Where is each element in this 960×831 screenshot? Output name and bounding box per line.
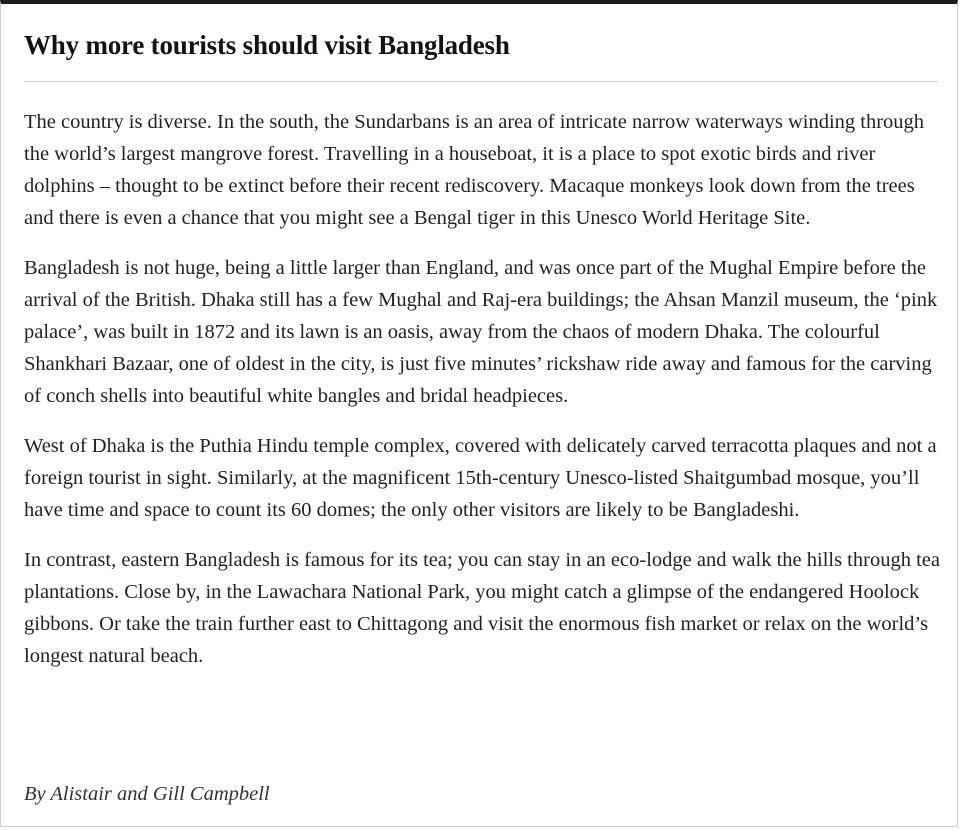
title-divider bbox=[24, 81, 938, 82]
article-paragraph: West of Dhaka is the Puthia Hindu temple complex, covered with delicately carved terracotta plaques and not a foreign tourist in sight. Similarly, at the magnificent 15th-century Unesco-listed Shaitgumbad mosque, you’ll have time and space to count its 60 domes; the only other visitors are likely to be Bangladeshi. bbox=[24, 435, 937, 521]
article-paragraph: Bangladesh is not huge, being a little larger than England, and was once part of the Mughal Empire before the arrival of the British. Dhaka still has a few Mughal and Raj-era buildings; the Ahsan Manzil museum, the ‘pink palace’, was built in 1872 and its lawn is an oasis, away from the chaos of modern Dhaka. The colourful Shankhari Bazaar, one of oldest in the city, is just five minutes’ rickshaw ride away and famous for the carving of conch shells into beautiful white bangles and bridal headpieces. bbox=[24, 257, 938, 407]
article-paragraph: The country is diverse. In the south, the Sundarbans is an area of intricate narrow waterways winding through the world’s largest mangrove forest. Travelling in a houseboat, it is a place to spot exotic birds and river dolphins – thought to be extinct before their recent rediscovery. Macaque monkeys look down from the trees and there is even a chance that you might see a Bengal tiger in this Unesco World Heritage Site. bbox=[24, 111, 925, 229]
article-title: Why more tourists should visit Bangladesh bbox=[24, 30, 510, 60]
article-paragraph: In contrast, eastern Bangladesh is famous for its tea; you can stay in an eco-lodge and walk the hills through tea plantations. Close by, in the Lawachara National Park, you might catch a glimpse of the endangered Hoolock gibbons. Or take the train further east to Chittagong and visit the enormous fish market or relax on the world’s longest natural beach. bbox=[24, 549, 940, 667]
article-body bbox=[24, 106, 940, 690]
article-byline: By Alistair and Gill Campbell bbox=[24, 783, 270, 805]
